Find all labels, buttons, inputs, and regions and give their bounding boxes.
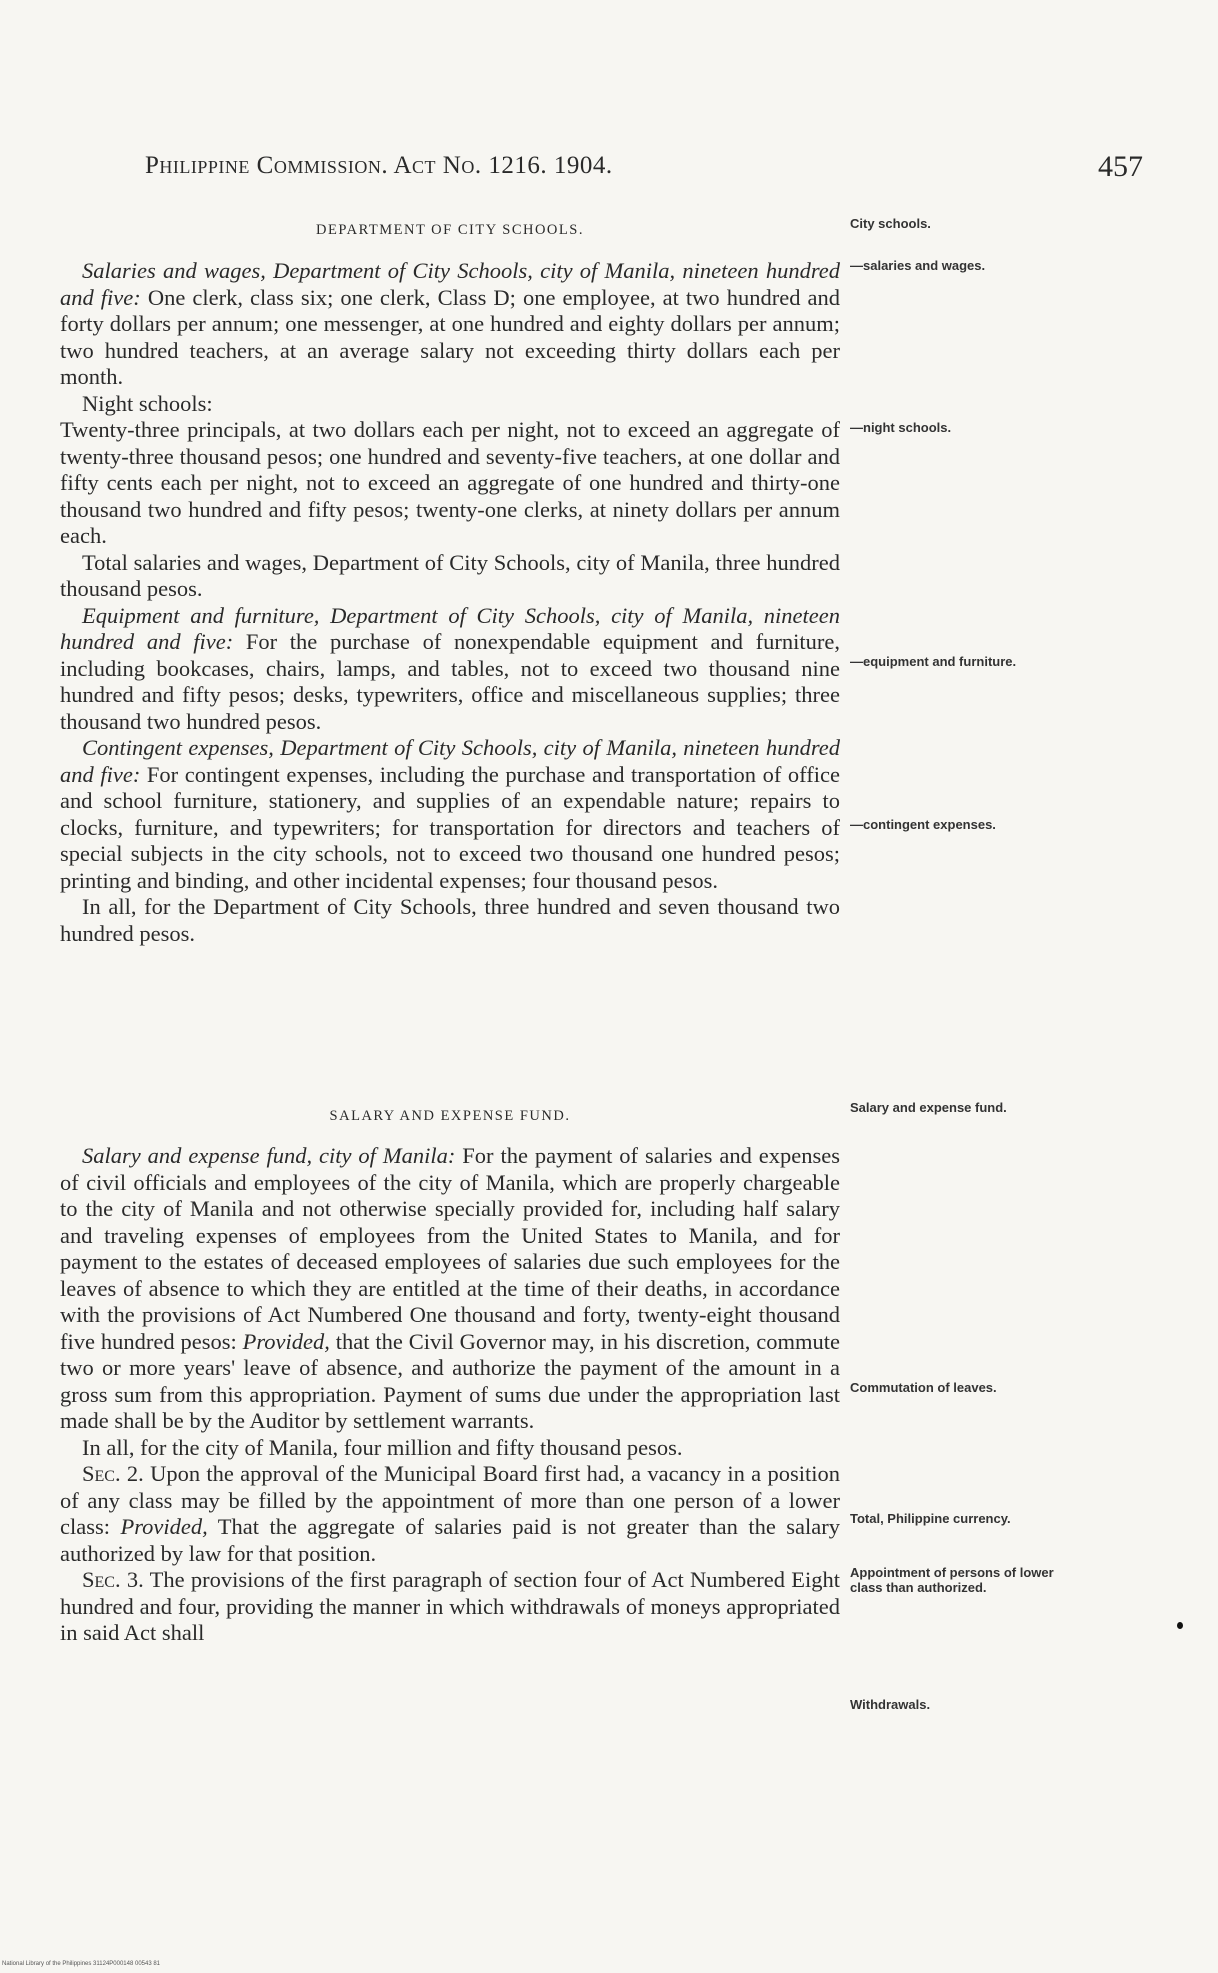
margin-note-night-schools: —night schools. (850, 420, 952, 435)
running-head: Philippine Commission. Act No. 1216. 1904. (145, 152, 613, 179)
paragraph-section-3: Sec. 3. The provisions of the first paragraph of section four of Act Numbered Eight hundred and four, providing the manner in which withdrawals of moneys appropriated in said Act shall (60, 1567, 840, 1645)
paragraph-salaries: Salaries and wages, Department of City Schools, city of Manila, nineteen hundred and five: One clerk, class six; one clerk, Class D; one employee, at two hundred and forty dollars per annum; one messenger, at one hundred and eighty dollars per annum; two hundred teachers, at an average salary not exceeding thirty dollars each per month. (60, 258, 841, 389)
paragraph-in-all-manila: In all, for the city of Manila, four million and fifty thousand pesos. (82, 1434, 683, 1460)
paragraph-salary-fund-title: Salary and expense fund, city of Manila: (82, 1143, 456, 1168)
paragraph-section-2: Sec. 2. Upon the approval of the Municipal Board first had, a vacancy in a position of any class may be filled by the appointment of more than one person of a lower class: Provided, That the aggregate of salaries paid is not greater than the salary authorized by law for that position. (60, 1461, 840, 1566)
section-heading-salary-fund: SALARY AND EXPENSE FUND. (329, 1108, 571, 1124)
paragraph-total-salaries: Total salaries and wages, Department of City Schools, city of Manila, three hundred thousand pesos. (60, 549, 840, 601)
margin-note-salary-expense: Salary and expense fund. (850, 1100, 1007, 1115)
margin-note-withdrawals: Withdrawals. (850, 1697, 931, 1712)
paragraph-in-all-schools: In all, for the Department of City Schools, three hundred and seven thousand two hundred pesos. (60, 894, 840, 946)
paragraph-salaries-title: Salaries and wages, Department of City Schools, city of Manila, nineteen hundred and five: (60, 258, 840, 310)
margin-note-city-schools: City schools. (850, 216, 931, 231)
margin-note-equipment: —equipment and furniture. (850, 654, 1017, 669)
margin-note-total: Total, Philippine currency. (850, 1511, 1011, 1526)
paragraph-contingent-title: Contingent expenses, Department of City Schools, city of Manila, nineteen hundred and five: (60, 735, 840, 787)
margin-note-salaries: —salaries and wages. (850, 258, 986, 273)
page-number: 457 (1098, 150, 1143, 183)
paragraph-night-details: Twenty-three principals, at two dollars each per night, not to exceed an aggregate of twenty-three thousand pesos; one hundred and seventy-five teachers, at one dollar and fifty cents each per night, not to exceed an aggregate of one hundred and thirty-one thousand two hundred and fifty pesos; twenty-one clerks, at ninety dollars per annum each. (60, 417, 840, 548)
scan-speck (1177, 1622, 1183, 1629)
margin-note-appointment: Appointment of persons of lower class than authorized. (850, 1565, 1054, 1595)
margin-note-commutation: Commutation of leaves. (850, 1380, 997, 1395)
city-schools-body (60, 258, 840, 947)
paragraph-equipment: Equipment and furniture, Department of City Schools, city of Manila, nineteen hundred and five: For the purchase of nonexpendable equipment and furniture, including bookcases, chairs, lamps, and tables, not to exceed two thousand nine hundred and fifty pesos; desks, typewriters, office and miscellaneous supplies; three thousand two hundred pesos. (60, 602, 840, 734)
salary-fund-body (60, 1143, 840, 1647)
paragraph-equipment-title: Equipment and furniture, Department of City Schools, city of Manila, nineteen hundred and five: (60, 602, 840, 654)
paragraph-contingent: Contingent expenses, Department of City Schools, city of Manila, nineteen hundred and five: For contingent expenses, including the purchase and transportation of office and school furniture, stationery, and supplies of an expendable nature; repairs to clocks, furniture, and typewriters; for transportation for directors and teachers of special subjects in the city schools, not to exceed two thousand one hundred pesos; printing and binding, and other incidental expenses; four thousand pesos. (60, 735, 840, 893)
margin-note-contingent: —contingent expenses. (850, 817, 996, 832)
section-heading-city-schools: DEPARTMENT OF CITY SCHOOLS. (316, 222, 584, 238)
paragraph-night-schools: Night schools: (82, 390, 213, 416)
scan-credit: National Library of the Philippines 31124P000148 00543 81 (2, 1961, 161, 1967)
paragraph-salary-fund: Salary and expense fund, city of Manila: For the payment of salaries and expenses of civil officials and employees of the city of Manila, which are properly chargeable to the city of Manila and not otherwise specially provided for, including half salary and traveling expenses of employees from the United States to Manila, and for payment to the estates of deceased employees of salaries due such employees for the leaves of absence to which they are entitled at the time of their deaths, in accordance with the provisions of Act Numbered One thousand and forty, twenty-eight thousand five hundred pesos: Provided, that the Civil Governor may, in his discretion, commute two or more years' leave of absence, and authorize the payment of the amount in a gross sum from this appropriation. Payment of sums due under the appropriation last made shall be by the Auditor by settlement warrants. (60, 1143, 840, 1433)
